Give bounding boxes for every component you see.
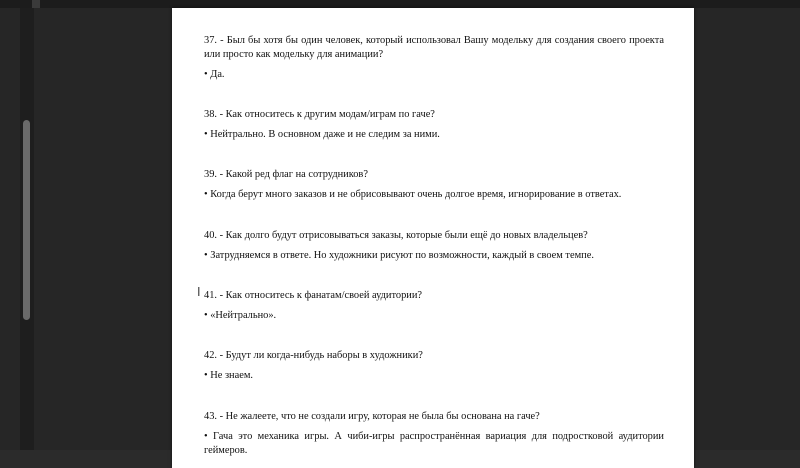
qa-item-40 [204, 229, 664, 263]
question-text: 42. - Будут ли когда-нибудь наборы в художники? [204, 350, 423, 361]
scrollbar-thumb[interactable] [23, 120, 30, 320]
question-text: 38. - Как относитесь к другим модам/играм по гаче? [204, 109, 435, 120]
qa-item-41 [204, 289, 664, 323]
viewer-toolbar [0, 0, 800, 8]
qa-item-39 [204, 168, 664, 202]
answer-text: • Затрудняемся в ответе. Но художники рисуют по возможности, каждый в своем темпе. [204, 250, 594, 261]
question-text: 39. - Какой ред флаг на сотрудников? [204, 169, 368, 180]
question-text-continued: или просто как модельку для анимации? [204, 49, 384, 60]
qa-item-42 [204, 349, 664, 383]
answer-text: • «Нейтрально». [204, 310, 277, 321]
answer-text: • Когда берут много заказов и не обрисовывают очень долгое время, игнорирование в ответах. [204, 189, 622, 200]
qa-item-43 [204, 410, 664, 458]
qa-item-37 [204, 34, 664, 82]
answer-text: • Гача это механика игры. А чиби-игры распространённая вариация для подростковой аудитории [204, 431, 664, 442]
answer-text: • Не знаем. [204, 370, 254, 381]
answer-text: • Нейтрально. В основном даже и не следим за ними. [204, 129, 440, 140]
question-text: 43. - Не жалеете, что не создали игру, которая не была бы основана на гаче? [204, 411, 540, 422]
answer-text-continued: геймеров. [204, 445, 248, 456]
answer-text: • Да. [204, 69, 225, 80]
question-text: 37. - Был бы хотя бы один человек, который использовал Вашу модельку для создания своего проекта [204, 35, 664, 46]
question-text: 41. - Как относитесь к фанатам/своей аудитории? [204, 290, 423, 301]
document-page [172, 8, 694, 468]
vertical-scrollbar[interactable] [20, 8, 34, 450]
text-cursor-icon: I [197, 285, 201, 299]
qa-item-38 [204, 108, 664, 142]
toolbar-tab[interactable] [32, 0, 40, 8]
question-text: 40. - Как долго будут отрисовываться заказы, которые были ещё до новых владельцев? [204, 230, 588, 241]
